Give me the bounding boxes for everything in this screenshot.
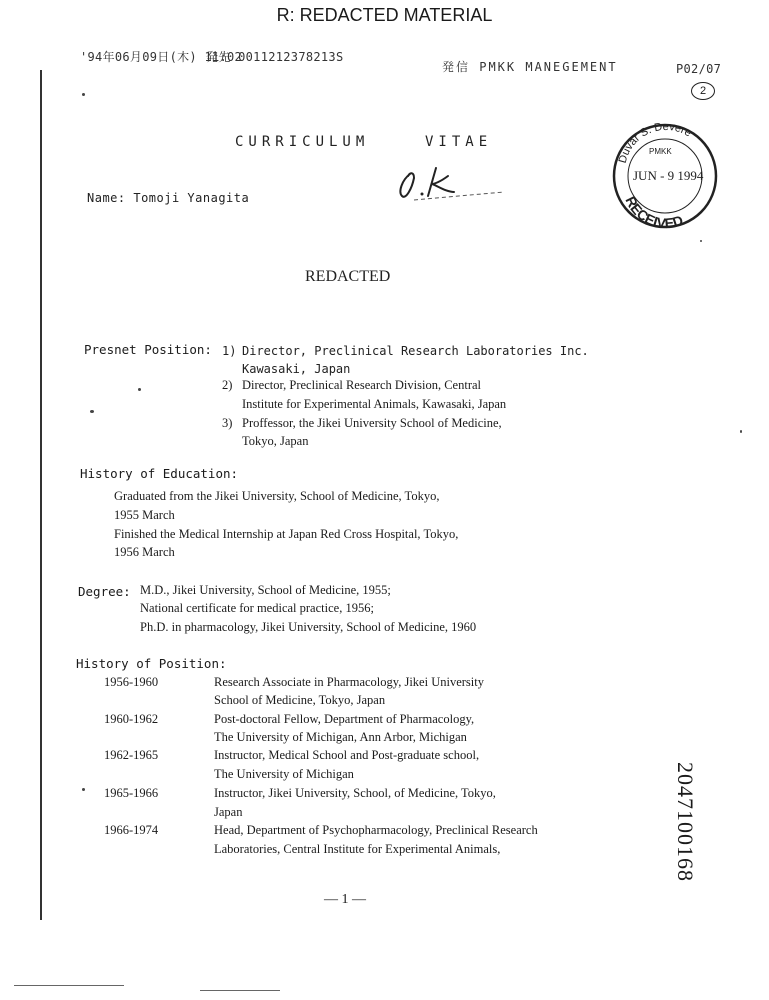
received-stamp [611,122,719,230]
fax-number: 発先 0011212378213S [206,50,344,64]
position-years: 1966-1974 [104,823,159,837]
position-item-3-line-2: Tokyo, Japan [242,434,309,448]
position-item-2-line-2: Institute for Experimental Animals, Kawasaki, Japan [242,397,507,411]
received-stamp-seal [611,122,719,230]
position-item-3-num: 3) [222,416,233,430]
scan-bottom-line [14,985,124,986]
svg-text:Duvar S. Devere: Duvar S. Devere [616,122,694,165]
scan-speck [740,430,742,433]
position-item-1-num: 1) [222,344,237,358]
position-desc-line: Laboratories, Central Institute for Experimental Animals, [214,842,501,856]
position-years: 1956-1960 [104,675,159,689]
position-item-1-line-1: Director, Preclinical Research Laboratories Inc. [242,344,589,358]
scan-speck [90,410,94,413]
present-position-label: Presnet Position: [84,342,212,357]
circled-page-number: 2 [691,82,715,100]
position-item-3-line-1: Proffessor, the Jikei University School of Medicine, [242,416,502,430]
degree-label: Degree: [78,584,131,599]
redacted-marker: REDACTED [305,268,391,285]
scan-margin-line [40,70,42,920]
position-desc-line: Instructor, Jikei University, School, of Medicine, Tokyo, [214,786,496,800]
degree-line-2: National certificate for medical practice, 1956; [140,601,374,615]
fax-page: P02/07 [676,62,722,76]
title-vitae: VITAE [425,134,493,150]
position-desc-line: The University of Michigan, Ann Arbor, Michigan [214,730,467,744]
position-years: 1962-1965 [104,748,159,762]
redacted-banner: R: REDACTED MATERIAL [276,5,493,25]
scan-speck [82,788,85,791]
bates-number: 2047100168 [673,762,698,882]
page-number: — 1 — [324,892,366,907]
position-years: 1965-1966 [104,786,159,800]
education-label: History of Education: [80,466,239,481]
scan-bottom-line [200,990,280,991]
scan-speck [138,388,141,391]
scan-speck [82,93,85,96]
handwritten-initials-glyph [392,162,522,207]
title-curriculum: CURRICULUM [235,134,370,150]
handwritten-initials [392,162,522,207]
position-history-label: History of Position: [76,656,227,671]
position-desc-line: Japan [214,805,243,819]
fax-sender: 発信 PMKK MANEGEMENT [442,60,618,74]
education-line-4: 1956 March [114,545,175,559]
scan-speck [700,240,702,242]
education-line-2: 1955 March [114,508,175,522]
position-desc-line: The University of Michigan [214,767,354,781]
degree-line-1: M.D., Jikei University, School of Medicine, 1955; [140,583,391,597]
position-desc-line: Head, Department of Psychopharmacology, Preclinical Research [214,823,538,837]
education-line-3: Finished the Medical Internship at Japan Red Cross Hospital, Tokyo, [114,527,459,541]
position-desc-line: Post-doctoral Fellow, Department of Pharmacology, [214,712,475,726]
position-item-2-line-1: Director, Preclinical Research Division, Central [242,378,482,392]
position-desc-line: Instructor, Medical School and Post-graduate school, [214,748,480,762]
education-line-1: Graduated from the Jikei University, School of Medicine, Tokyo, [114,489,440,503]
degree-line-3: Ph.D. in pharmacology, Jikei University, School of Medicine, 1960 [140,620,477,634]
svg-text:JUN - 9 1994: JUN - 9 1994 [633,168,704,183]
svg-text:PMKK: PMKK [649,147,672,156]
fax-timestamp: '94年06月09日(木) 11:02 [80,50,243,64]
name-line: Name: Tomoji Yanagita [87,191,250,205]
position-years: 1960-1962 [104,712,159,726]
position-desc-line: School of Medicine, Tokyo, Japan [214,693,386,707]
svg-text:RECEIVED: RECEIVED [622,193,686,230]
position-item-1-line-2: Kawasaki, Japan [242,362,351,376]
position-desc-line: Research Associate in Pharmacology, Jikei University [214,675,484,689]
position-item-2-num: 2) [222,378,233,392]
